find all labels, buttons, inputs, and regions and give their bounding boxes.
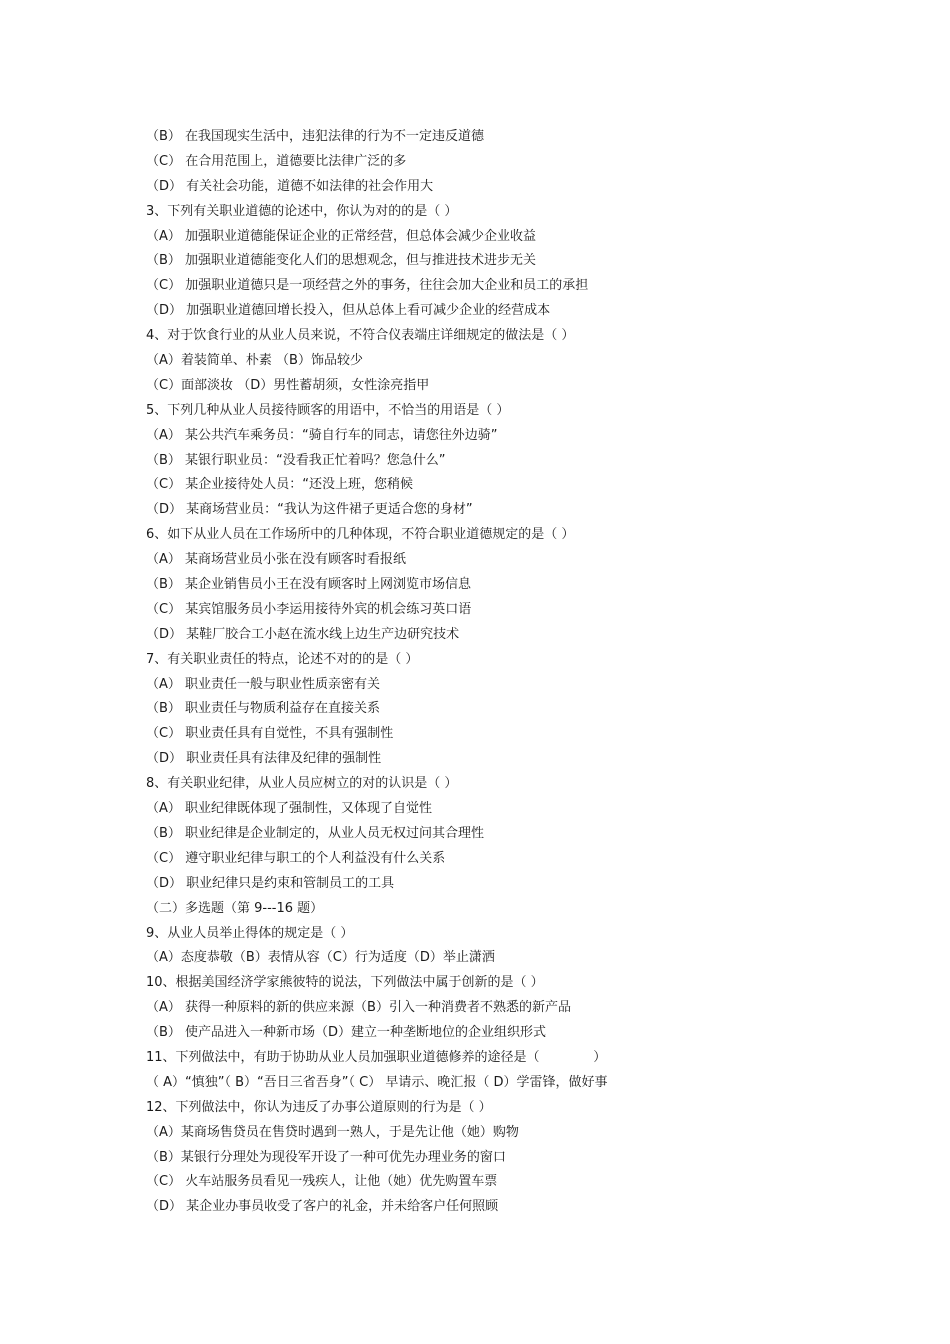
text-line: （C） 某企业接待处人员：“还没上班，您稍候 xyxy=(146,477,413,493)
text-line: （C）面部淡妆 （D）男性蓄胡须，女性涂亮指甲 xyxy=(146,377,430,393)
text-line: （D） 某鞋厂胶合工小赵在流水线上边生产边研究技术 xyxy=(146,626,460,642)
text-line: （A） 某商场营业员小张在没有顾客时看报纸 xyxy=(146,552,407,568)
text-line: （A）着装简单、朴素 （B）饰品较少 xyxy=(146,353,363,369)
text-line: （A）某商场售贷员在售贷时遇到一熟人，于是先让他（她）购物 xyxy=(146,1124,519,1140)
text-line: 6、如下从业人员在工作场所中的几种体现，不符合职业道德规定的是（ ） xyxy=(146,527,575,543)
text-line: （A） 加强职业道德能保证企业的正常经营，但总体会减少企业收益 xyxy=(146,228,537,244)
text-line: （D） 某企业办事员收受了客户的礼金，并未给客户任何照顾 xyxy=(146,1199,499,1215)
text-line: 11、下列做法中，有助于协助从业人员加强职业道德修养的途径是（ ） xyxy=(146,1049,607,1065)
text-line: （B）某银行分理处为现役军开设了一种可优先办理业务的窗口 xyxy=(146,1149,506,1165)
text-line: 3、下列有关职业道德的论述中，你认为对的的是（ ） xyxy=(146,203,458,219)
text-line: （C） 火车站服务员看见一残疾人，让他（她）优先购置车票 xyxy=(146,1174,498,1190)
text-line: （B） 使产品进入一种新市场（D）建立一种垄断地位的企业组织形式 xyxy=(146,1025,547,1041)
text-line: （C） 在合用范围上，道德要比法律广泛的多 xyxy=(146,153,407,169)
text-line: 8、有关职业纪律，从业人员应树立的对的认识是（ ） xyxy=(146,776,458,792)
text-line: （B） 加强职业道德能变化人们的思想观念，但与推进技术进步无关 xyxy=(146,253,537,269)
text-line: （B） 在我国现实生活中，违犯法律的行为不一定违反道德 xyxy=(146,129,485,144)
text-line: （A） 某公共汽车乘务员：“骑自行车的同志，请您往外边骑” xyxy=(146,427,498,443)
text-line: （D） 某商场营业员：“我认为这件裙子更适合您的身材” xyxy=(146,502,473,518)
text-line: （B） 职业责任与物质利益存在直接关系 xyxy=(146,701,381,717)
text-line: （D） 职业责任具有法律及纪律的强制性 xyxy=(146,751,382,767)
text-line: （D） 有关社会功能，道德不如法律的社会作用大 xyxy=(146,178,434,194)
text-line: 7、有关职业责任的特点，论述不对的的是（ ） xyxy=(146,651,419,667)
text-line: （C） 遵守职业纪律与职工的个人利益没有什么关系 xyxy=(146,850,446,866)
text-line: （B） 某银行职业员：“没看我正忙着吗？您急什么” xyxy=(146,452,446,468)
text-line: 5、下列几种从业人员接待顾客的用语中，不恰当的用语是（ ） xyxy=(146,402,510,418)
text-line: （C） 职业责任具有自觉性，不具有强制性 xyxy=(146,726,394,742)
text-line: （A） 职业纪律既体现了强制性，又体现了自觉性 xyxy=(146,801,433,817)
text-line: （二）多选题（第 9---16 题） xyxy=(146,900,324,916)
text-line: 4、对于饮食行业的从业人员来说，不符合仪表端庄详细规定的做法是（ ） xyxy=(146,328,575,344)
text-line: （B） 某企业销售员小王在没有顾客时上网浏览市场信息 xyxy=(146,577,472,593)
text-line: （ A）“慎独”（ B）“吾日三省吾身”（ C） 早请示、晚汇报（ D）学雷锋，做好事 xyxy=(146,1074,608,1090)
text-line: 12、下列做法中，你认为违反了办事公道原则的行为是（ ） xyxy=(146,1099,492,1115)
text-line: （D） 加强职业道德回增长投入，但从总体上看可减少企业的经营成本 xyxy=(146,303,551,319)
text-line: 9、从业人员举止得体的规定是（ ） xyxy=(146,925,354,941)
text-line: （C） 加强职业道德只是一项经营之外的事务，往往会加大企业和员工的承担 xyxy=(146,278,589,294)
text-line: （A）态度恭敬（B）表情从容（C）行为适度（D）举止潇洒 xyxy=(146,950,495,966)
text-line: （D） 职业纪律只是约束和管制员工的工具 xyxy=(146,875,395,891)
text-line: （A） 职业责任一般与职业性质亲密有关 xyxy=(146,676,381,692)
text-line: （C） 某宾馆服务员小李运用接待外宾的机会练习英口语 xyxy=(146,601,472,617)
document-text xyxy=(146,125,866,1220)
text-line: 10、根据美国经济学家熊彼特的说法，下列做法中属于创新的是（ ） xyxy=(146,975,544,991)
text-line: （A） 获得一种原料的新的供应来源（B）引入一种消费者不熟悉的新产品 xyxy=(146,1000,571,1016)
text-line: （B） 职业纪律是企业制定的，从业人员无权过问其合理性 xyxy=(146,825,485,841)
